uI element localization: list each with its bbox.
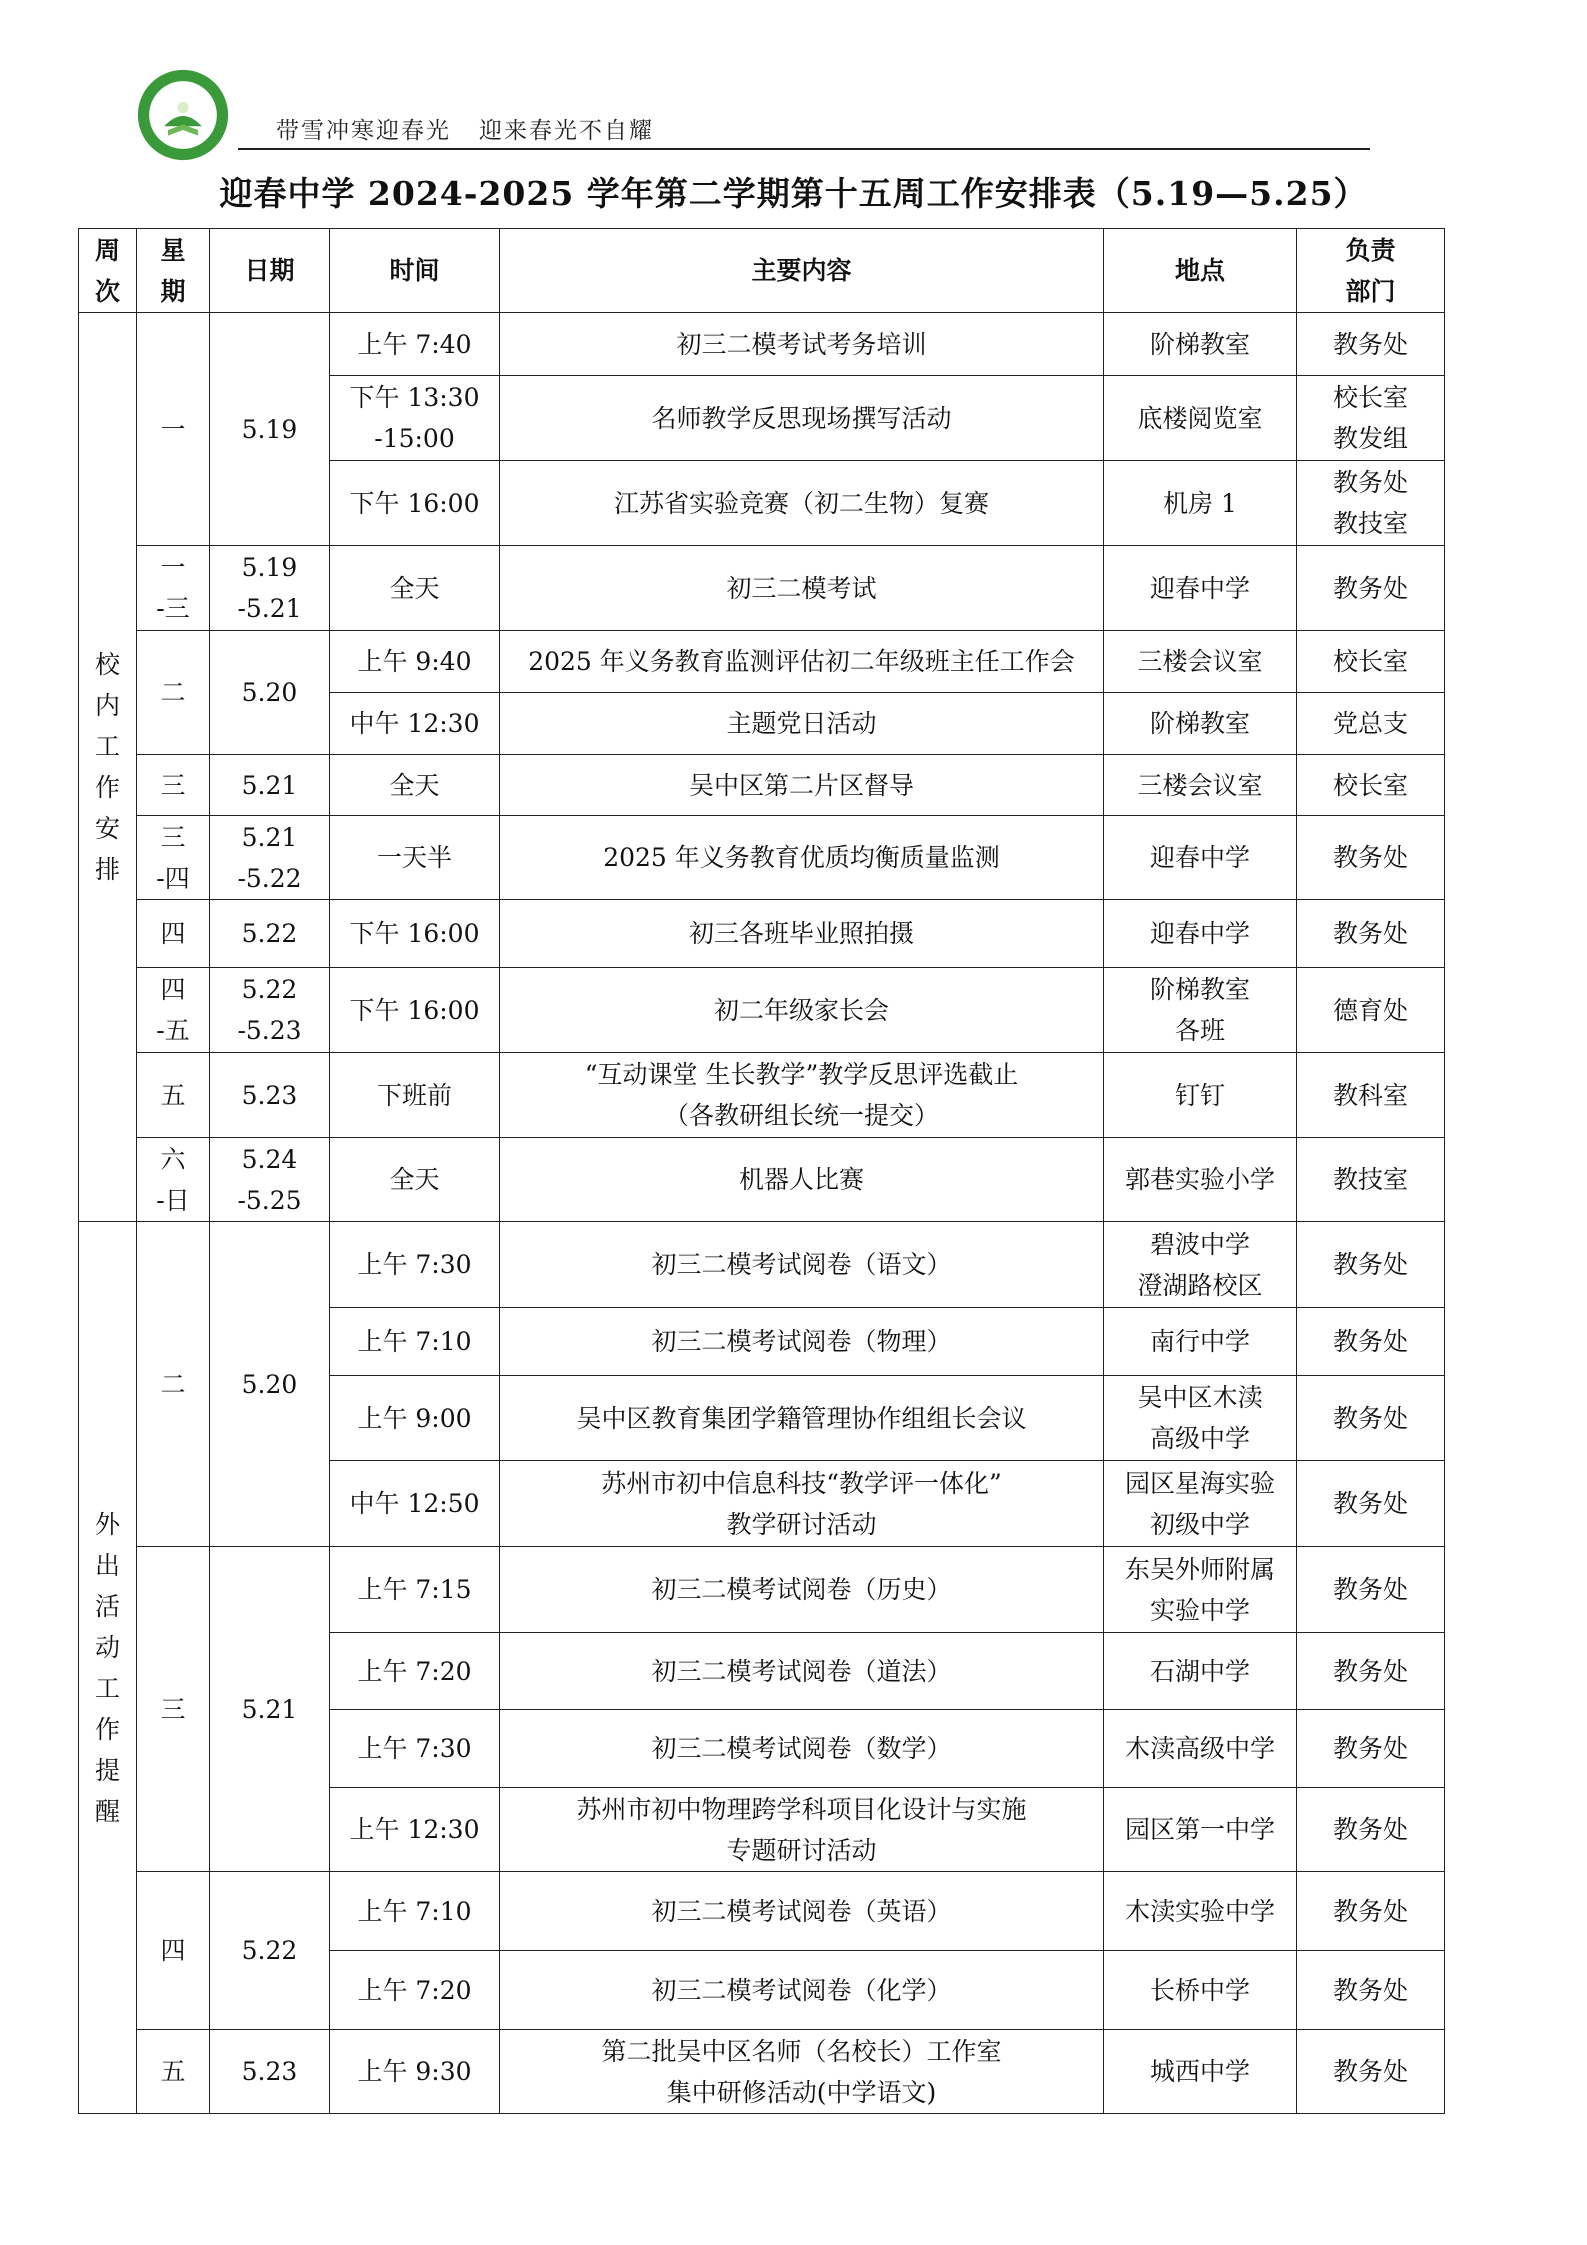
cell-dept: 教务处 xyxy=(1297,1633,1445,1710)
cell-location: 郭巷实验小学 xyxy=(1104,1138,1297,1222)
table-row xyxy=(79,313,1445,376)
cell-dept: 教务处 xyxy=(1297,313,1445,376)
table-row xyxy=(79,1138,1445,1222)
table-row xyxy=(79,1053,1445,1138)
cell-dept: 教科室 xyxy=(1297,1053,1445,1138)
cell-content: 机器人比赛 xyxy=(500,1138,1104,1222)
cell-time: 全天 xyxy=(330,1138,500,1222)
header-dept: 负责 部门 xyxy=(1297,229,1445,313)
cell-time: 下午 16:00 xyxy=(330,461,500,546)
cell-date: 5.21 xyxy=(210,1547,330,1872)
cell-date: 5.21 -5.22 xyxy=(210,816,330,900)
cell-time: 一天半 xyxy=(330,816,500,900)
cell-content: 初三二模考试阅卷（数学） xyxy=(500,1710,1104,1788)
table-row xyxy=(79,1872,1445,1951)
table-row xyxy=(79,1547,1445,1633)
cell-location: 吴中区木渎 高级中学 xyxy=(1104,1376,1297,1461)
cell-content: 初三二模考试阅卷（英语） xyxy=(500,1872,1104,1951)
cell-content: 吴中区教育集团学籍管理协作组组长会议 xyxy=(500,1376,1104,1461)
cell-dept: 校长室 教发组 xyxy=(1297,376,1445,461)
table-row xyxy=(79,631,1445,693)
header-rule xyxy=(238,148,1370,150)
cell-location: 南行中学 xyxy=(1104,1308,1297,1376)
logo-inner-disc xyxy=(149,81,217,149)
cell-time: 上午 7:20 xyxy=(330,1951,500,2030)
cell-dept: 教务处 教技室 xyxy=(1297,461,1445,546)
cell-content: 吴中区第二片区督导 xyxy=(500,755,1104,816)
cell-time: 上午 7:40 xyxy=(330,313,500,376)
cell-dept: 教务处 xyxy=(1297,1547,1445,1633)
cell-content: 苏州市初中物理跨学科项目化设计与实施 专题研讨活动 xyxy=(500,1788,1104,1872)
cell-date: 5.21 xyxy=(210,755,330,816)
cell-time: 上午 7:30 xyxy=(330,1710,500,1788)
cell-content: 初三二模考试阅卷（物理） xyxy=(500,1308,1104,1376)
cell-time: 下午 13:30 -15:00 xyxy=(330,376,500,461)
cell-day: 四 xyxy=(137,900,210,968)
motto-right: 迎来春光不自耀 xyxy=(479,118,654,144)
cell-time: 上午 9:30 xyxy=(330,2030,500,2114)
motto-left: 带雪冲寒迎春光 xyxy=(276,118,451,144)
cell-location: 三楼会议室 xyxy=(1104,631,1297,693)
schedule-table xyxy=(78,228,1445,2114)
cell-day: 二 xyxy=(137,631,210,755)
header-week: 周 次 xyxy=(79,229,137,313)
cell-time: 上午 12:30 xyxy=(330,1788,500,1872)
cell-content: 初三各班毕业照拍摄 xyxy=(500,900,1104,968)
table-row xyxy=(79,1222,1445,1308)
cell-dept: 教技室 xyxy=(1297,1138,1445,1222)
header-content: 主要内容 xyxy=(500,229,1104,313)
cell-location: 阶梯教室 xyxy=(1104,693,1297,755)
cell-content: 江苏省实验竞赛（初二生物）复赛 xyxy=(500,461,1104,546)
cell-time: 中午 12:50 xyxy=(330,1461,500,1547)
cell-day: 五 xyxy=(137,2030,210,2114)
cell-location: 碧波中学 澄湖路校区 xyxy=(1104,1222,1297,1308)
cell-location: 长桥中学 xyxy=(1104,1951,1297,2030)
cell-location: 机房 1 xyxy=(1104,461,1297,546)
cell-dept: 德育处 xyxy=(1297,968,1445,1053)
cell-location: 迎春中学 xyxy=(1104,900,1297,968)
cell-content: 初三二模考试阅卷（语文） xyxy=(500,1222,1104,1308)
cell-content: 名师教学反思现场撰写活动 xyxy=(500,376,1104,461)
cell-content: 第二批吴中区名师（名校长）工作室 集中研修活动(中学语文) xyxy=(500,2030,1104,2114)
cell-location: 迎春中学 xyxy=(1104,816,1297,900)
cell-date: 5.22 xyxy=(210,1872,330,2030)
cell-day: 六 -日 xyxy=(137,1138,210,1222)
cell-time: 上午 9:40 xyxy=(330,631,500,693)
cell-content: 初三二模考试阅卷（化学） xyxy=(500,1951,1104,2030)
table-row xyxy=(79,968,1445,1053)
cell-date: 5.22 xyxy=(210,900,330,968)
cell-dept: 教务处 xyxy=(1297,1872,1445,1951)
cell-time: 下班前 xyxy=(330,1053,500,1138)
cell-date: 5.24 -5.25 xyxy=(210,1138,330,1222)
cell-location: 阶梯教室 各班 xyxy=(1104,968,1297,1053)
cell-dept: 教务处 xyxy=(1297,546,1445,631)
cell-dept: 校长室 xyxy=(1297,631,1445,693)
cell-location: 迎春中学 xyxy=(1104,546,1297,631)
school-logo xyxy=(136,68,230,162)
cell-content: 初三二模考试 xyxy=(500,546,1104,631)
cell-time: 上午 9:00 xyxy=(330,1376,500,1461)
logo-sun xyxy=(177,102,188,113)
cell-content: 初二年级家长会 xyxy=(500,968,1104,1053)
cell-content: 2025 年义务教育监测评估初二年级班主任工作会 xyxy=(500,631,1104,693)
cell-date: 5.22 -5.23 xyxy=(210,968,330,1053)
cell-day: 四 -五 xyxy=(137,968,210,1053)
cell-day: 二 xyxy=(137,1222,210,1547)
section-outside-label: 外 出 活 动 工 作 提 醒 xyxy=(79,1222,137,2114)
cell-location: 底楼阅览室 xyxy=(1104,376,1297,461)
cell-day: 三 xyxy=(137,1547,210,1872)
cell-time: 上午 7:10 xyxy=(330,1872,500,1951)
cell-dept: 教务处 xyxy=(1297,1951,1445,2030)
cell-location: 城西中学 xyxy=(1104,2030,1297,2114)
cell-content: 初三二模考试考务培训 xyxy=(500,313,1104,376)
cell-location: 园区第一中学 xyxy=(1104,1788,1297,1872)
cell-time: 全天 xyxy=(330,755,500,816)
table-row xyxy=(79,900,1445,968)
cell-dept: 教务处 xyxy=(1297,1461,1445,1547)
cell-dept: 教务处 xyxy=(1297,1376,1445,1461)
cell-time: 下午 16:00 xyxy=(330,968,500,1053)
cell-date: 5.19 xyxy=(210,313,330,546)
cell-location: 东吴外师附属 实验中学 xyxy=(1104,1547,1297,1633)
cell-time: 上午 7:30 xyxy=(330,1222,500,1308)
cell-dept: 教务处 xyxy=(1297,1710,1445,1788)
cell-date: 5.19 -5.21 xyxy=(210,546,330,631)
cell-location: 木渎高级中学 xyxy=(1104,1710,1297,1788)
header-location: 地点 xyxy=(1104,229,1297,313)
cell-day: 一 xyxy=(137,313,210,546)
cell-day: 四 xyxy=(137,1872,210,2030)
cell-content: “互动课堂 生长教学”教学反思评选截止 （各教研组长统一提交） xyxy=(500,1053,1104,1138)
cell-location: 木渎实验中学 xyxy=(1104,1872,1297,1951)
cell-day: 三 xyxy=(137,755,210,816)
table-row xyxy=(79,546,1445,631)
header-row xyxy=(79,229,1445,313)
cell-time: 全天 xyxy=(330,546,500,631)
cell-dept: 教务处 xyxy=(1297,816,1445,900)
table-row xyxy=(79,2030,1445,2114)
cell-location: 园区星海实验 初级中学 xyxy=(1104,1461,1297,1547)
cell-location: 三楼会议室 xyxy=(1104,755,1297,816)
cell-dept: 教务处 xyxy=(1297,2030,1445,2114)
page-title: 迎春中学 2024-2025 学年第二学期第十五周工作安排表（5.19—5.25） xyxy=(219,174,1368,213)
header-date: 日期 xyxy=(210,229,330,313)
cell-day: 一 -三 xyxy=(137,546,210,631)
cell-time: 上午 7:10 xyxy=(330,1308,500,1376)
header-day: 星 期 xyxy=(137,229,210,313)
cell-time: 上午 7:15 xyxy=(330,1547,500,1633)
cell-content: 初三二模考试阅卷（道法） xyxy=(500,1633,1104,1710)
cell-dept: 教务处 xyxy=(1297,900,1445,968)
cell-dept: 教务处 xyxy=(1297,1788,1445,1872)
cell-content: 2025 年义务教育优质均衡质量监测 xyxy=(500,816,1104,900)
cell-content: 主题党日活动 xyxy=(500,693,1104,755)
cell-dept: 党总支 xyxy=(1297,693,1445,755)
cell-date: 5.23 xyxy=(210,2030,330,2114)
cell-date: 5.23 xyxy=(210,1053,330,1138)
table-row xyxy=(79,816,1445,900)
motto xyxy=(276,112,654,145)
cell-date: 5.20 xyxy=(210,631,330,755)
cell-location: 石湖中学 xyxy=(1104,1633,1297,1710)
table-row xyxy=(79,755,1445,816)
cell-time: 中午 12:30 xyxy=(330,693,500,755)
cell-content: 初三二模考试阅卷（历史） xyxy=(500,1547,1104,1633)
cell-time: 下午 16:00 xyxy=(330,900,500,968)
cell-date: 5.20 xyxy=(210,1222,330,1547)
cell-day: 三 -四 xyxy=(137,816,210,900)
cell-time: 上午 7:20 xyxy=(330,1633,500,1710)
cell-location: 阶梯教室 xyxy=(1104,313,1297,376)
cell-content: 苏州市初中信息科技“教学评一体化” 教学研讨活动 xyxy=(500,1461,1104,1547)
cell-location: 钉钉 xyxy=(1104,1053,1297,1138)
section-school-label: 校 内 工 作 安 排 xyxy=(79,313,137,1222)
cell-dept: 教务处 xyxy=(1297,1308,1445,1376)
cell-day: 五 xyxy=(137,1053,210,1138)
cell-dept: 校长室 xyxy=(1297,755,1445,816)
header-time: 时间 xyxy=(330,229,500,313)
cell-dept: 教务处 xyxy=(1297,1222,1445,1308)
